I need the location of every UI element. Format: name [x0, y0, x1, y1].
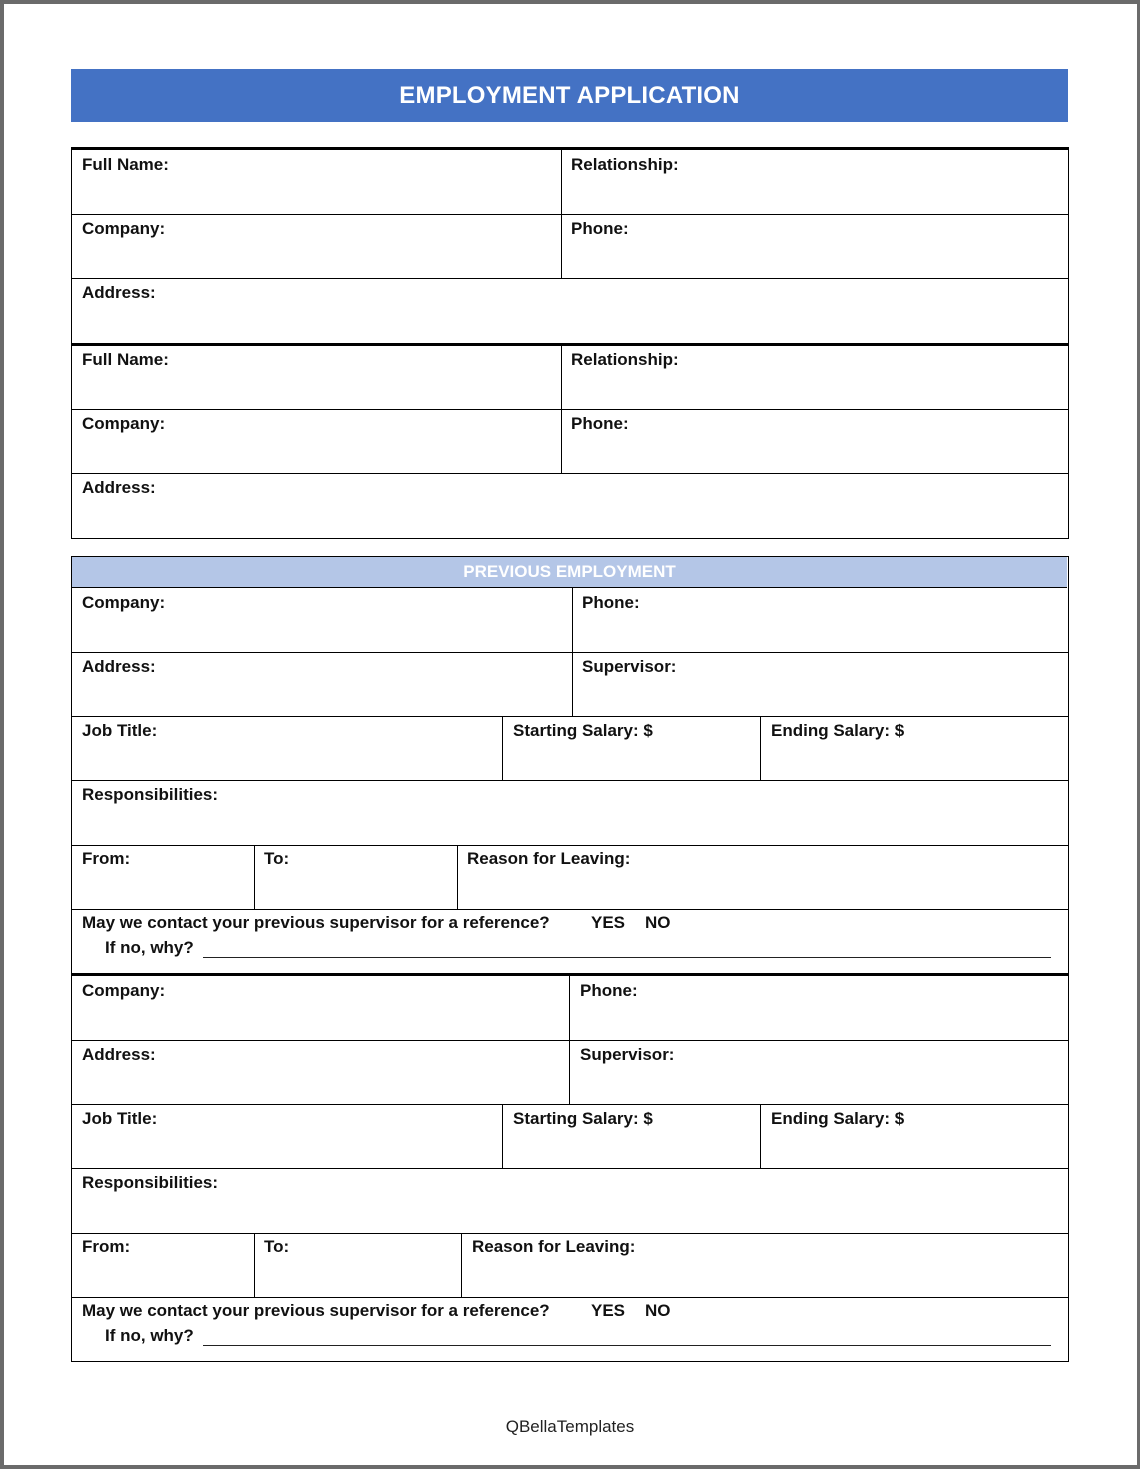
emp2-responsibilities-field[interactable]: Responsibilities:	[82, 1173, 219, 1192]
emp2-starting-salary-field[interactable]: Starting Salary: $	[513, 1109, 653, 1128]
ref2-relationship-field[interactable]: Relationship:	[571, 350, 679, 369]
divider	[71, 1040, 1069, 1041]
divider	[502, 1104, 503, 1169]
divider	[71, 780, 1069, 781]
emp2-address-field[interactable]: Address:	[82, 1045, 156, 1064]
divider	[572, 588, 573, 717]
divider	[71, 909, 1069, 910]
emp2-company-field[interactable]: Company:	[82, 981, 166, 1000]
emp1-no-option[interactable]: NO	[645, 913, 671, 932]
divider	[71, 214, 1069, 215]
emp2-to-field[interactable]: To:	[264, 1237, 290, 1256]
ref2-company-field[interactable]: Company:	[82, 414, 166, 433]
divider	[561, 149, 562, 279]
divider	[254, 845, 255, 910]
ref2-address-field[interactable]: Address:	[82, 478, 156, 497]
divider	[71, 716, 1069, 717]
divider	[71, 1104, 1069, 1105]
emp1-address-field[interactable]: Address:	[82, 657, 156, 676]
divider	[561, 345, 562, 474]
emp1-ending-salary-field[interactable]: Ending Salary: $	[771, 721, 905, 740]
emp2-no-option[interactable]: NO	[645, 1301, 671, 1320]
ref1-relationship-field[interactable]: Relationship:	[571, 155, 679, 174]
footer-brand: QBellaTemplates	[505, 1417, 635, 1436]
divider	[71, 1297, 1069, 1298]
divider	[502, 716, 503, 781]
divider	[569, 975, 570, 1105]
emp2-supervisor-field[interactable]: Supervisor:	[580, 1045, 675, 1064]
emp1-job-title-field[interactable]: Job Title:	[82, 721, 158, 740]
divider	[71, 409, 1069, 410]
emp2-yes-option[interactable]: YES	[591, 1301, 626, 1320]
emp1-starting-salary-field[interactable]: Starting Salary: $	[513, 721, 653, 740]
divider	[71, 473, 1069, 474]
emp1-if-no-label: If no, why?	[105, 938, 194, 957]
divider	[760, 1104, 761, 1169]
divider	[457, 845, 458, 910]
emp1-supervisor-field[interactable]: Supervisor:	[582, 657, 677, 676]
divider	[71, 278, 1069, 279]
section-heading: PREVIOUS EMPLOYMENT	[72, 557, 1067, 588]
emp1-phone-field[interactable]: Phone:	[582, 593, 640, 612]
page-title: EMPLOYMENT APPLICATION	[71, 69, 1068, 122]
emp2-contact-question: May we contact your previous supervisor for a reference?	[82, 1301, 550, 1320]
emp1-contact-question: May we contact your previous supervisor for a reference?	[82, 913, 550, 932]
divider	[71, 343, 1069, 346]
divider	[71, 973, 1069, 976]
emp1-reason-field[interactable]: Reason for Leaving:	[467, 849, 631, 868]
divider	[71, 845, 1069, 846]
emp2-if-no-line[interactable]	[203, 1345, 1051, 1346]
emp1-if-no-line[interactable]	[203, 957, 1051, 958]
emp1-company-field[interactable]: Company:	[82, 593, 166, 612]
ref2-full-name-field[interactable]: Full Name:	[82, 350, 169, 369]
divider	[71, 1168, 1069, 1169]
emp2-job-title-field[interactable]: Job Title:	[82, 1109, 158, 1128]
ref1-company-field[interactable]: Company:	[82, 219, 166, 238]
divider	[71, 652, 1069, 653]
divider	[760, 716, 761, 781]
emp2-if-no-label: If no, why?	[105, 1326, 194, 1345]
ref1-full-name-field[interactable]: Full Name:	[82, 155, 169, 174]
emp1-to-field[interactable]: To:	[264, 849, 290, 868]
emp1-yes-option[interactable]: YES	[591, 913, 626, 932]
ref1-address-field[interactable]: Address:	[82, 283, 156, 302]
emp1-responsibilities-field[interactable]: Responsibilities:	[82, 785, 219, 804]
divider	[71, 1233, 1069, 1234]
emp1-from-field[interactable]: From:	[82, 849, 131, 868]
ref1-phone-field[interactable]: Phone:	[571, 219, 629, 238]
emp2-phone-field[interactable]: Phone:	[580, 981, 638, 1000]
divider	[254, 1233, 255, 1298]
ref2-phone-field[interactable]: Phone:	[571, 414, 629, 433]
emp2-from-field[interactable]: From:	[82, 1237, 131, 1256]
divider	[461, 1233, 462, 1298]
emp2-reason-field[interactable]: Reason for Leaving:	[472, 1237, 636, 1256]
emp2-ending-salary-field[interactable]: Ending Salary: $	[771, 1109, 905, 1128]
